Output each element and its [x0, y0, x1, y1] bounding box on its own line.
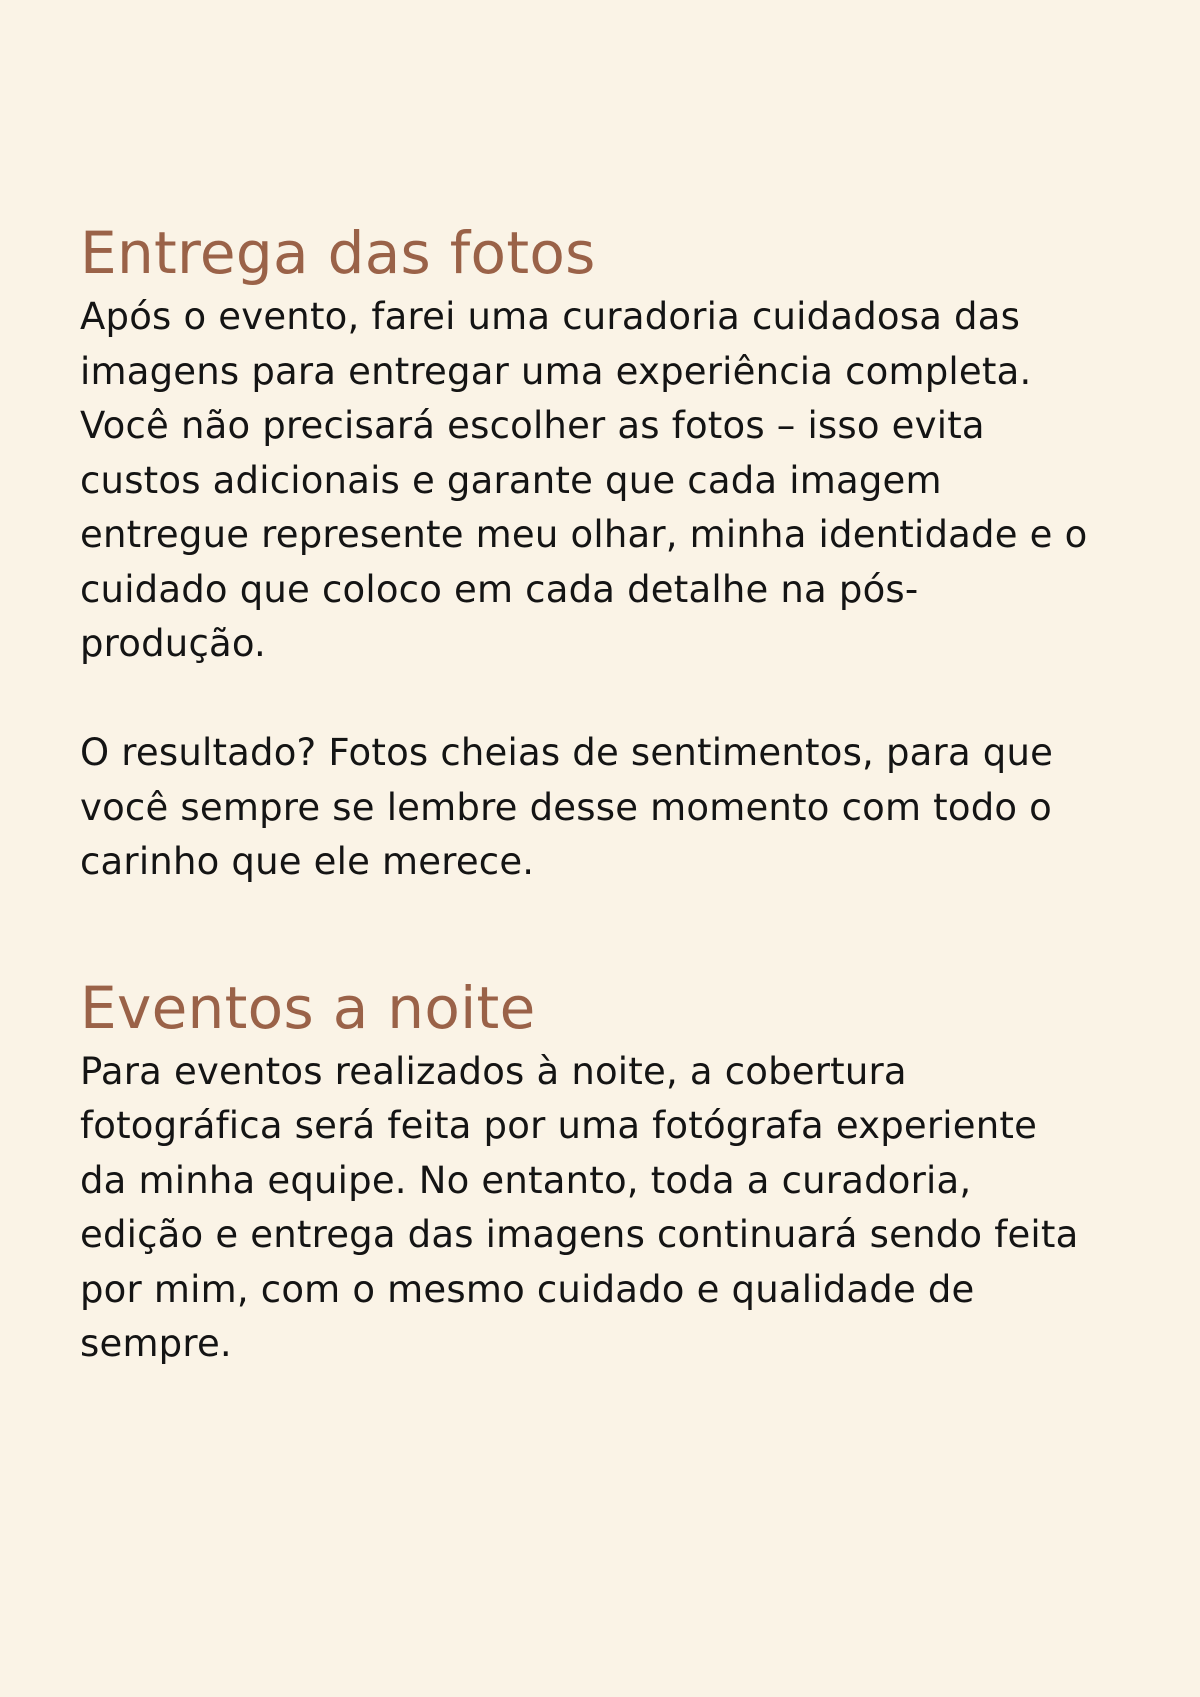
- text-line: por mim, com o mesmo cuidado e qualidade de: [80, 1267, 975, 1311]
- text-line: O resultado? Fotos cheias de sentimentos, para que: [80, 731, 1054, 774]
- text-line: da minha equipe. No entanto, toda a curadoria,: [80, 1158, 972, 1202]
- text-line: custos adicionais e garante que cada imagem: [80, 458, 942, 502]
- paragraph-resultado: [80, 726, 1140, 890]
- section-eventos-a-noite: [80, 973, 1140, 1372]
- paragraph-eventos-noite: [80, 1045, 1140, 1372]
- paragraph-curadoria: [80, 290, 1140, 672]
- text-line: Para eventos realizados à noite, a cobertura: [80, 1049, 907, 1093]
- document-page: [80, 218, 1140, 1372]
- text-line: fotográfica será feita por uma fotógrafa experiente: [80, 1104, 1038, 1147]
- text-line: você sempre se lembre desse momento com todo o: [80, 785, 1053, 829]
- text-line: entregue represente meu olhar, minha identidade e o: [80, 513, 1088, 556]
- text-line: imagens para entregar uma experiência completa.: [80, 349, 1032, 393]
- text-line: Após o evento, farei uma curadoria cuidadosa das: [80, 295, 1021, 338]
- text-line: produção.: [80, 622, 267, 665]
- text-line: Você não precisará escolher as fotos – isso evita: [80, 404, 985, 447]
- section-heading: Eventos a noite: [80, 973, 536, 1042]
- text-line: cuidado que coloco em cada detalhe na pós-: [80, 567, 919, 611]
- section-entrega-das-fotos: [80, 218, 1140, 890]
- text-line: carinho que ele merece.: [80, 840, 535, 883]
- text-line: edição e entrega das imagens continuará sendo feita: [80, 1213, 1079, 1256]
- section-heading: Entrega das fotos: [80, 219, 596, 287]
- text-line: sempre.: [80, 1322, 232, 1365]
